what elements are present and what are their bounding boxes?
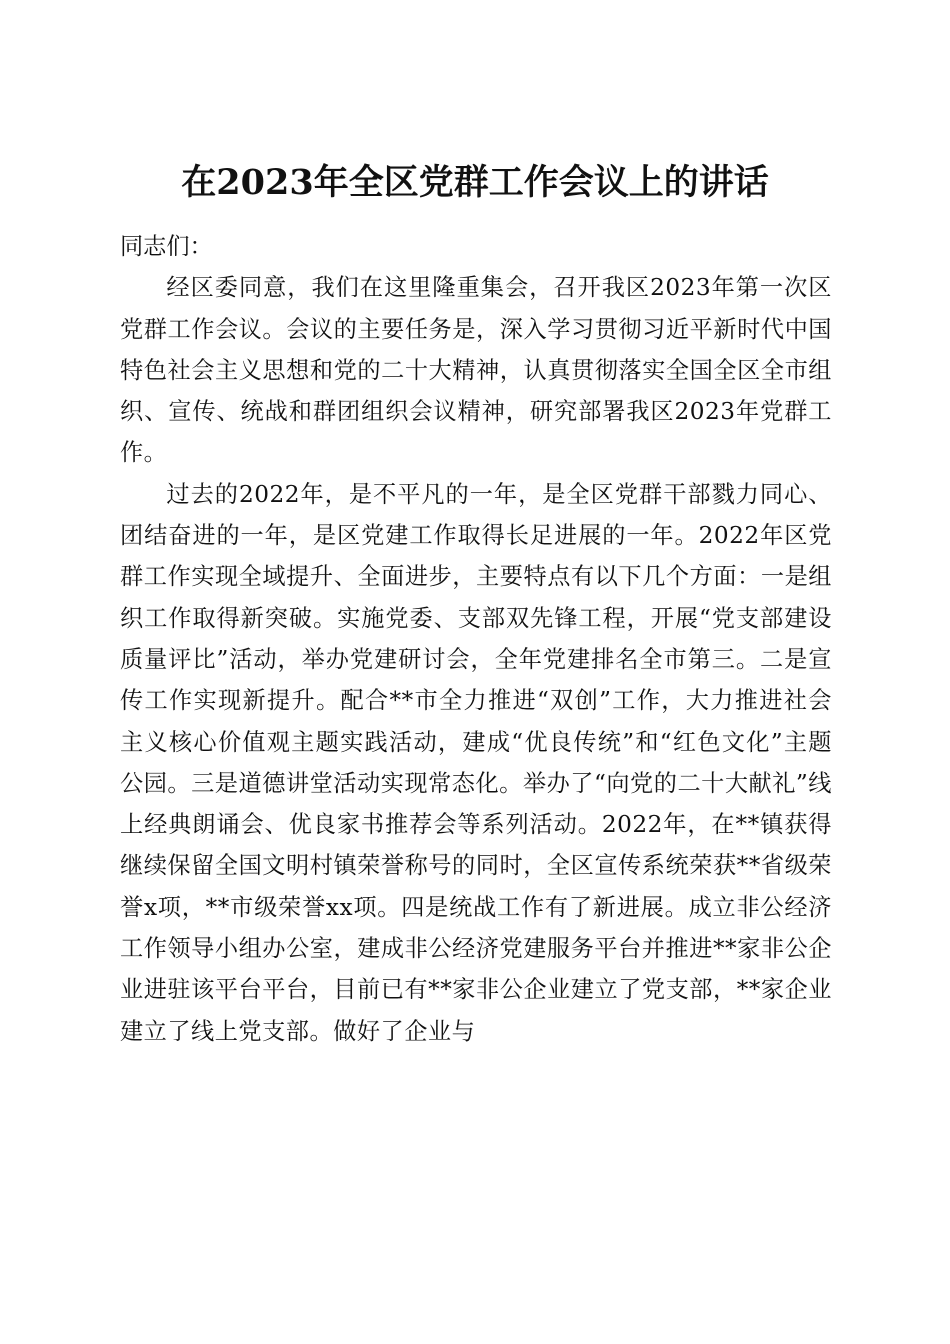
document-body bbox=[120, 226, 832, 1052]
salutation: 同志们： bbox=[120, 233, 213, 260]
paragraph-2: 过去的2022年，是不平凡的一年，是全区党群干部戮力同心、团结奋进的一年，是区党建工作取得长足进展的一年。2022年区党群工作实现全域提升、全面进步，主要特点有以下几个方面：一是组织工作取得新突破。实施党委、支部双先锋工程，开展“党支部建设质量评比”活动，举办党建研讨会，全年党建排名全市第三。二是宣传工作实现新提升。配合**市全力推进“双创”工作，大力推进社会主义核心价值观主题实践活动，建成“优良传统”和“红色文化”主题公园。三是道德讲堂活动实现常态化。举办了“向党的二十大献礼”线上经典朗诵会、优良家书推荐会等系列活动。2022年，在**镇获得继续保留全国文明村镇荣誉称号的同时，全区宣传系统荣获**省级荣誉x项，**市级荣誉xx项。四是统战工作有了新进展。成立非公经济工作领导小组办公室，建成非公经济党建服务平台并推进**家非公企业进驻该平台平台，目前已有**家非公企业建立了党支部，**家企业建立了线上党支部。做好了企业与 bbox=[120, 480, 832, 1045]
document-title: 在2023年全区党群工作会议上的讲话 bbox=[181, 162, 769, 204]
paragraph-1: 经区委同意，我们在这里隆重集会，召开我区2023年第一次区党群工作会议。会议的主要任务是，深入学习贯彻习近平新时代中国特色社会主义思想和党的二十大精神，认真贯彻落实全国全区全市组织、宣传、统战和群团组织会议精神，研究部署我区2023年党群工作。 bbox=[120, 274, 832, 467]
